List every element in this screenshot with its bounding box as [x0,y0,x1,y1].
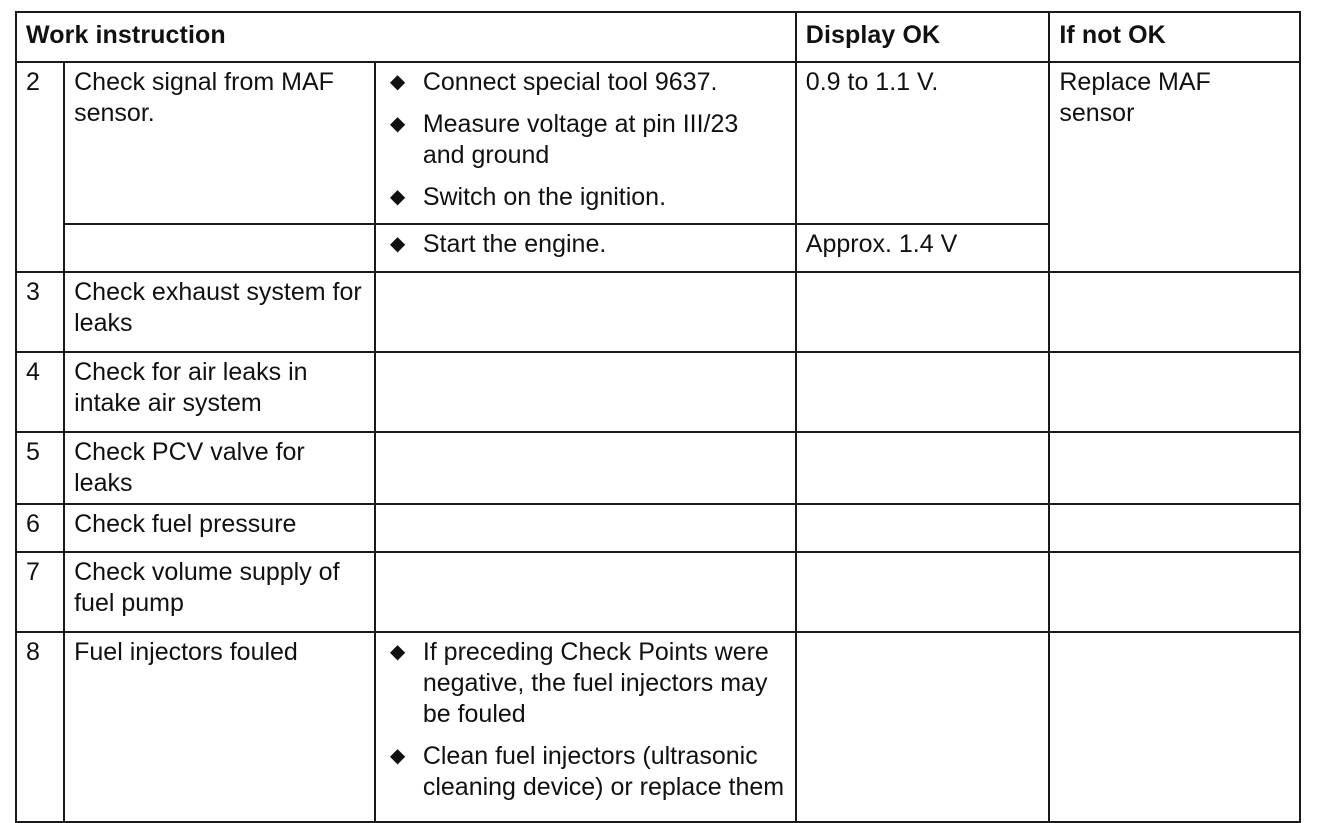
step-number: 2 [16,62,64,272]
display-ok-cell [796,272,1050,352]
steps-cell [375,432,796,504]
display-ok-cell: Approx. 1.4 V [796,224,1050,272]
if-not-ok-cell: Replace MAF sensor [1049,62,1300,272]
instruction-cell: Check PCV valve for leaks [64,432,375,504]
instruction-cell: Check for air leaks in intake air system [64,352,375,432]
diamond-bullet-icon: ◆ [389,113,406,135]
if-not-ok-cell [1049,432,1300,504]
list-item [385,109,787,171]
instruction-cell: Check volume supply of fuel pump [64,552,375,632]
display-ok-cell [796,552,1050,632]
header-display-ok: Display OK [796,12,1050,62]
diamond-bullet-icon: ◆ [389,641,406,663]
table-row [16,272,1300,352]
header-work-instruction: Work instruction [16,12,796,62]
table-row [16,432,1300,504]
if-not-ok-cell [1049,504,1300,552]
step-text: Measure voltage at pin III/23 and ground [422,110,739,169]
table-header-row [16,12,1300,62]
step-text: Connect special tool 9637. [422,68,718,96]
steps-list [385,229,787,260]
table-row [16,62,1300,224]
step-text: If preceding Check Points were negative, the fuel injectors may be fouled [422,638,769,728]
list-item [385,741,787,803]
table-row [16,504,1300,552]
display-ok-cell: 0.9 to 1.1 V. [796,62,1050,224]
step-number: 6 [16,504,64,552]
table-row [16,352,1300,432]
list-item [385,229,787,260]
step-number: 4 [16,352,64,432]
instruction-cell-empty [64,224,375,272]
step-number: 3 [16,272,64,352]
display-ok-cell [796,432,1050,504]
work-instruction-table [15,11,1301,823]
table-row [16,632,1300,822]
display-ok-cell [796,504,1050,552]
diamond-bullet-icon: ◆ [389,186,406,208]
steps-cell [375,272,796,352]
instruction-cell: Check signal from MAF sensor. [64,62,375,224]
instruction-cell: Check exhaust system for leaks [64,272,375,352]
if-not-ok-cell [1049,352,1300,432]
instruction-cell: Check fuel pressure [64,504,375,552]
steps-cell [375,504,796,552]
steps-cell [375,552,796,632]
steps-cell [375,632,796,822]
instruction-cell: Fuel injectors fouled [64,632,375,822]
steps-cell [375,224,796,272]
steps-cell [375,352,796,432]
list-item [385,637,787,730]
diamond-bullet-icon: ◆ [389,745,406,767]
table-row [16,552,1300,632]
steps-cell [375,62,796,224]
if-not-ok-cell [1049,552,1300,632]
list-item [385,182,787,213]
step-text: Start the engine. [422,230,607,258]
step-number: 5 [16,432,64,504]
steps-list [385,67,787,213]
step-number: 8 [16,632,64,822]
list-item [385,67,787,98]
if-not-ok-cell [1049,272,1300,352]
step-number: 7 [16,552,64,632]
steps-list [385,637,787,803]
header-if-not-ok: If not OK [1049,12,1300,62]
step-text: Switch on the ignition. [422,183,667,211]
display-ok-cell [796,632,1050,822]
display-ok-cell [796,352,1050,432]
if-not-ok-cell [1049,632,1300,822]
step-text: Clean fuel injectors (ultrasonic cleaning device) or replace them [422,742,785,801]
diamond-bullet-icon: ◆ [389,233,406,255]
diamond-bullet-icon: ◆ [389,71,406,93]
